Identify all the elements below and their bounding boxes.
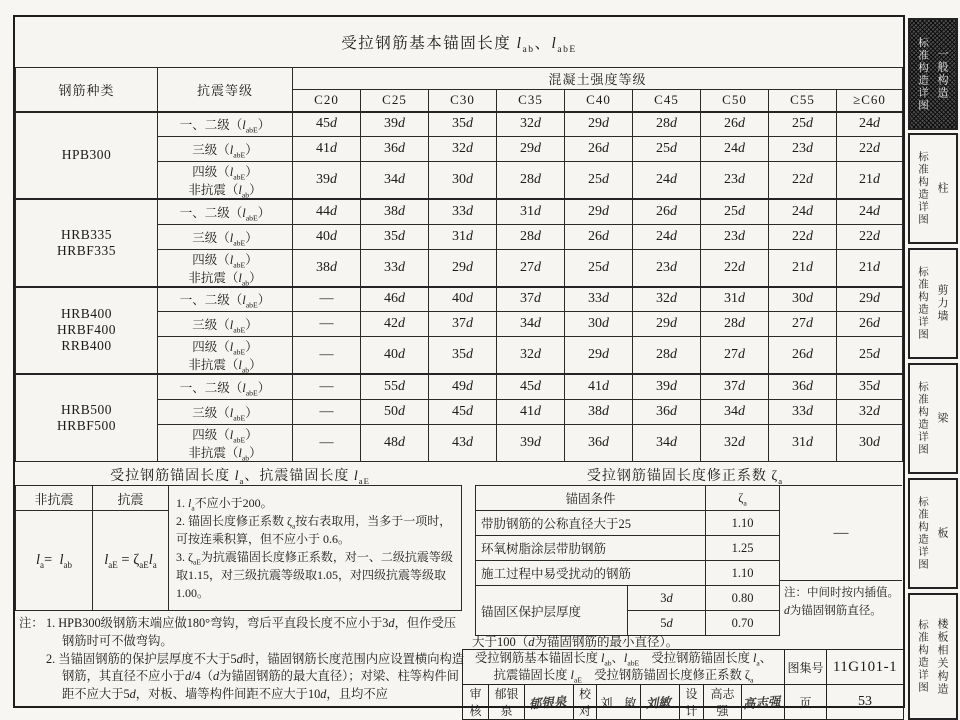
cover-5d-cell: 5d bbox=[628, 611, 706, 636]
anchorage-length-cell: — bbox=[293, 399, 361, 424]
correction-table bbox=[475, 485, 780, 636]
anchorage-note-3: 3. $\zeta_{aE}$为抗震锚固长度修正系数，对一、二级抗震等级取1.15，对三级抗震等级取1.05，对四级抗震等级取1.00。 bbox=[176, 550, 453, 600]
anchorage-length-cell: 36d bbox=[633, 399, 701, 424]
condition-header: 锚固条件 bbox=[476, 486, 706, 511]
anchorage-values-body bbox=[16, 112, 903, 462]
condition-cell: 带肋钢筋的公称直径大于25 bbox=[476, 511, 706, 536]
title-block bbox=[462, 649, 904, 720]
anchorage-length-cell: 33d bbox=[565, 287, 633, 312]
anchorage-length-cell: 29d bbox=[565, 337, 633, 375]
side-dash: — bbox=[833, 524, 849, 541]
anchorage-length-cell: 30d bbox=[837, 424, 903, 461]
anchorage-length-cell: 32d bbox=[497, 112, 565, 137]
sidebar-tab-label-category: 梁 bbox=[936, 412, 948, 425]
anchorage-length-cell: 23d bbox=[701, 162, 769, 200]
anchorage-length-cell: 41d bbox=[497, 399, 565, 424]
cover-thickness-label: 锚固区保护层厚度 bbox=[476, 586, 628, 636]
anchorage-length-cell: 23d bbox=[769, 137, 837, 162]
coeff-cell: 1.10 bbox=[706, 561, 780, 586]
anchorage-length-cell: 36d bbox=[361, 137, 429, 162]
anchorage-length-cell: 27d bbox=[769, 312, 837, 337]
anchorage-length-cell: 35d bbox=[429, 337, 497, 375]
title-block-title: 受拉钢筋基本锚固长度 $l_{ab}$、$l_{abE}$ 受拉钢筋锚固长度 $l_a$、 抗震锚固长度 $l_{aE}$ 受拉钢筋锚固长度修正系数 $\zeta_a$ bbox=[463, 650, 785, 685]
anchorage-length-cell: 55d bbox=[361, 374, 429, 399]
anchorage-length-cell: 30d bbox=[769, 287, 837, 312]
anchorage-length-cell: 30d bbox=[429, 162, 497, 200]
checker-signature: 刘敏 bbox=[641, 685, 680, 720]
correction-side-annotation bbox=[780, 485, 902, 629]
concrete-grade-cell: C50 bbox=[701, 90, 769, 112]
anchorage-notes-cell bbox=[169, 486, 462, 611]
page-frame bbox=[13, 15, 905, 719]
anchorage-length-cell: 37d bbox=[497, 287, 565, 312]
anchorage-length-cell: 33d bbox=[769, 399, 837, 424]
anchorage-length-cell: 37d bbox=[429, 312, 497, 337]
anchorage-length-cell: 28d bbox=[633, 112, 701, 137]
coeff-cell: 0.80 bbox=[706, 586, 780, 611]
anchorage-length-cell: 24d bbox=[769, 199, 837, 224]
nonseismic-header: 非抗震 bbox=[16, 486, 93, 511]
anchorage-length-cell: 43d bbox=[429, 424, 497, 461]
anchorage-length-cell: 38d bbox=[565, 399, 633, 424]
anchorage-length-cell: 26d bbox=[565, 224, 633, 249]
note-continuation: 大于100（d为锚固钢筋的最小直径）。 bbox=[472, 635, 679, 649]
sidebar-tab-shear-wall[interactable] bbox=[908, 248, 958, 359]
seismic-grade-cell: 四级$(l_{abE})$ 非抗震$(l_{ab})$ bbox=[158, 424, 293, 461]
correction-table-title: 受拉钢筋锚固长度修正系数 $\zeta_a$ bbox=[586, 469, 784, 486]
checker-name: 刘 敏 bbox=[597, 685, 641, 720]
basic-anchorage-table bbox=[15, 67, 903, 462]
anchorage-length-cell: 24d bbox=[837, 112, 903, 137]
anchorage-length-cell: 25d bbox=[565, 249, 633, 287]
anchorage-length-cell: 23d bbox=[701, 224, 769, 249]
anchorage-length-cell: 25d bbox=[769, 112, 837, 137]
anchorage-length-cell: 22d bbox=[769, 162, 837, 200]
anchorage-length-cell: 21d bbox=[769, 249, 837, 287]
anchorage-length-cell: 39d bbox=[633, 374, 701, 399]
anchorage-length-cell: — bbox=[293, 287, 361, 312]
anchorage-length-cell: 30d bbox=[565, 312, 633, 337]
anchorage-length-cell: 42d bbox=[361, 312, 429, 337]
sidebar-tab-label-detail: 标准构造详图 bbox=[917, 266, 929, 341]
anchorage-note-2: 2. 锚固长度修正系数 $\zeta_a$按右表取用，当多于一项时，可按连乘积算，但不应小于 0.6。 bbox=[176, 514, 452, 546]
sidebar-tab-general-details[interactable] bbox=[908, 18, 958, 130]
anchorage-length-cell: 46d bbox=[361, 287, 429, 312]
sidebar-tab-label-category: 板 bbox=[936, 527, 948, 540]
concrete-grade-cell: C55 bbox=[769, 90, 837, 112]
seismic-anchorage-title: 受拉钢筋锚固长度 $l_a$、抗震锚固长度 $l_{aE}$ bbox=[110, 469, 370, 486]
anchorage-length-cell: 28d bbox=[497, 162, 565, 200]
anchorage-length-cell: 22d bbox=[701, 249, 769, 287]
designer-name: 高志强 bbox=[704, 685, 742, 720]
anchorage-length-cell: 39d bbox=[293, 162, 361, 200]
seismic-grade-cell: 一、二级$(l_{abE})$ bbox=[158, 287, 293, 312]
anchorage-length-cell: — bbox=[293, 424, 361, 461]
seismic-grade-cell: 三级$(l_{abE})$ bbox=[158, 399, 293, 424]
seismic-grade-cell: 三级$(l_{abE})$ bbox=[158, 137, 293, 162]
anchorage-length-cell: 24d bbox=[837, 199, 903, 224]
anchorage-length-cell: 40d bbox=[293, 224, 361, 249]
anchorage-length-cell: 26d bbox=[769, 337, 837, 375]
coeff-cell: 1.10 bbox=[706, 511, 780, 536]
anchorage-note-1: 1. $l_a$不应小于200。 bbox=[176, 496, 273, 513]
sidebar-tab-label-detail: 标准构造详图 bbox=[917, 619, 929, 694]
anchorage-length-cell: 45d bbox=[293, 112, 361, 137]
anchorage-length-cell: 23d bbox=[633, 249, 701, 287]
sidebar-tab-column[interactable] bbox=[908, 133, 958, 244]
concrete-grade-cell: C25 bbox=[361, 90, 429, 112]
anchorage-length-cell: 34d bbox=[361, 162, 429, 200]
anchorage-length-cell: 22d bbox=[837, 224, 903, 249]
sidebar-tab-label-detail: 标准构造详图 bbox=[917, 151, 929, 226]
rebar-type-cell: HRB400 HRBF400 RRB400 bbox=[16, 287, 158, 375]
anchorage-length-cell: 26d bbox=[837, 312, 903, 337]
anchorage-length-cell: 24d bbox=[633, 162, 701, 200]
page-number: 53 bbox=[827, 685, 904, 720]
seismic-header: 抗震 bbox=[93, 486, 169, 511]
seismic-grade-cell: 四级$(l_{abE})$ 非抗震$(l_{ab})$ bbox=[158, 337, 293, 375]
anchorage-length-cell: 45d bbox=[429, 399, 497, 424]
anchorage-length-cell: 31d bbox=[701, 287, 769, 312]
rebar-type-header: 钢筋种类 bbox=[16, 68, 158, 112]
anchorage-length-cell: 31d bbox=[497, 199, 565, 224]
anchorage-length-cell: 32d bbox=[429, 137, 497, 162]
anchorage-length-cell: 39d bbox=[497, 424, 565, 461]
anchorage-length-cell: 49d bbox=[429, 374, 497, 399]
footnote-2: 2. 当锚固钢筋的保护层厚度不大于5d时，锚固钢筋长度范围内应设置横向构造钢筋，其直径不应小于d/4（d为锚固钢筋的最大直径）；对梁、柱等构件间距不应大于5d，对板、墙等构件间距不应大于10d，且均不应 bbox=[46, 651, 465, 702]
anchorage-length-cell: — bbox=[293, 374, 361, 399]
footnote-1: 1. HPB300级钢筋末端应做180°弯钩，弯后平直段长度不应小于3d，但作受压钢筋时可不做弯钩。 bbox=[46, 616, 457, 648]
anchorage-length-cell: 37d bbox=[701, 374, 769, 399]
anchorage-length-cell: 25d bbox=[565, 162, 633, 200]
seismic-grade-cell: 三级$(l_{abE})$ bbox=[158, 312, 293, 337]
anchorage-length-cell: — bbox=[293, 312, 361, 337]
concrete-grade-cell: C20 bbox=[293, 90, 361, 112]
anchorage-length-cell: 40d bbox=[429, 287, 497, 312]
designer-signature: 高志强 bbox=[742, 685, 785, 720]
footnotes bbox=[19, 615, 465, 704]
concrete-grade-cell: C40 bbox=[565, 90, 633, 112]
anchorage-length-cell: 38d bbox=[361, 199, 429, 224]
anchorage-length-cell: 28d bbox=[497, 224, 565, 249]
review-label: 审核 bbox=[463, 685, 489, 720]
sidebar-tab-beam[interactable] bbox=[908, 363, 958, 474]
coeff-cell: 1.25 bbox=[706, 536, 780, 561]
anchorage-length-cell: 25d bbox=[633, 137, 701, 162]
anchorage-length-cell: 32d bbox=[633, 287, 701, 312]
anchorage-length-cell: 27d bbox=[701, 337, 769, 375]
anchorage-length-cell: 22d bbox=[769, 224, 837, 249]
anchorage-length-cell: 32d bbox=[701, 424, 769, 461]
anchorage-length-cell: 35d bbox=[429, 112, 497, 137]
check-label: 校对 bbox=[574, 685, 597, 720]
rebar-type-cell: HPB300 bbox=[16, 112, 158, 200]
anchorage-length-cell: 29d bbox=[565, 199, 633, 224]
seismic-grade-cell: 一、二级$(l_{abE})$ bbox=[158, 374, 293, 399]
anchorage-length-cell: 28d bbox=[701, 312, 769, 337]
anchorage-length-cell: 22d bbox=[837, 137, 903, 162]
anchorage-length-cell: 34d bbox=[701, 399, 769, 424]
anchorage-length-cell: 33d bbox=[361, 249, 429, 287]
concrete-grade-cell: ≥C60 bbox=[837, 90, 903, 112]
anchorage-length-cell: 32d bbox=[497, 337, 565, 375]
anchorage-length-cell: 25d bbox=[701, 199, 769, 224]
reviewer-signature: 郁银泉 bbox=[525, 685, 574, 720]
reviewer-name: 郁银泉 bbox=[489, 685, 525, 720]
interpolation-note: 注：中间时按内插值。 d为锚固钢筋直径。 bbox=[780, 580, 902, 621]
concrete-grade-header: 混凝土强度等级 bbox=[293, 68, 903, 90]
seismic-formula: $l_{aE} = \zeta_{aE}l_a$ bbox=[93, 511, 169, 611]
cover-3d-cell: 3d bbox=[628, 586, 706, 611]
anchorage-length-cell: 33d bbox=[429, 199, 497, 224]
atlas-no-value: 11G101-1 bbox=[827, 650, 904, 685]
sidebar-tab-label-detail: 标准构造详图 bbox=[917, 496, 929, 571]
anchorage-length-cell: 32d bbox=[837, 399, 903, 424]
anchorage-length-cell: 26d bbox=[633, 199, 701, 224]
anchorage-length-cell: 29d bbox=[633, 312, 701, 337]
anchorage-length-cell: 26d bbox=[565, 137, 633, 162]
main-table-title: 受拉钢筋基本锚固长度 $l_{ab}$、$l_{abE}$ bbox=[341, 35, 577, 56]
coeff-cell: 0.70 bbox=[706, 611, 780, 636]
sidebar-tab-label-detail: 标准构造详图 bbox=[917, 381, 929, 456]
anchorage-length-cell: 27d bbox=[497, 249, 565, 287]
anchorage-length-cell: 24d bbox=[701, 137, 769, 162]
sidebar-tab-label-category: 楼板相关构造 bbox=[936, 617, 948, 696]
sidebar-tab-label-category: 剪力墙 bbox=[936, 284, 948, 323]
sidebar-tab-slab-related[interactable] bbox=[908, 593, 958, 720]
anchorage-length-cell: 29d bbox=[429, 249, 497, 287]
anchorage-length-cell: 36d bbox=[565, 424, 633, 461]
design-label: 设计 bbox=[680, 685, 704, 720]
anchorage-length-cell: 40d bbox=[361, 337, 429, 375]
anchorage-length-cell: 35d bbox=[837, 374, 903, 399]
anchorage-length-cell: 44d bbox=[293, 199, 361, 224]
coeff-header: $\zeta_a$ bbox=[706, 486, 780, 511]
anchorage-length-cell: 31d bbox=[769, 424, 837, 461]
anchorage-length-cell: 41d bbox=[565, 374, 633, 399]
anchorage-length-cell: — bbox=[293, 337, 361, 375]
anchorage-length-cell: 21d bbox=[837, 249, 903, 287]
anchorage-length-cell: 34d bbox=[633, 424, 701, 461]
anchorage-length-cell: 38d bbox=[293, 249, 361, 287]
anchorage-length-cell: 25d bbox=[837, 337, 903, 375]
seismic-grade-cell: 一、二级$(l_{abE})$ bbox=[158, 112, 293, 137]
concrete-grade-cell: C35 bbox=[497, 90, 565, 112]
seismic-grade-header: 抗震等级 bbox=[158, 68, 293, 112]
anchorage-length-cell: 34d bbox=[497, 312, 565, 337]
sidebar-tab-label-category: 一般构造 bbox=[936, 48, 948, 100]
anchorage-length-cell: 29d bbox=[565, 112, 633, 137]
anchorage-length-cell: 21d bbox=[837, 162, 903, 200]
page-label: 页 bbox=[785, 685, 827, 720]
anchorage-length-cell: 48d bbox=[361, 424, 429, 461]
anchorage-length-cell: 29d bbox=[497, 137, 565, 162]
anchorage-length-cell: 36d bbox=[769, 374, 837, 399]
anchorage-length-cell: 50d bbox=[361, 399, 429, 424]
rebar-type-cell: HRB500 HRBF500 bbox=[16, 374, 158, 461]
anchorage-length-cell: 26d bbox=[701, 112, 769, 137]
nonseismic-formula: $l_a= l_{ab}$ bbox=[16, 511, 93, 611]
concrete-grade-cell: C45 bbox=[633, 90, 701, 112]
condition-cell: 施工过程中易受扰动的钢筋 bbox=[476, 561, 706, 586]
anchorage-length-cell: 35d bbox=[361, 224, 429, 249]
atlas-no-label: 图集号 bbox=[785, 650, 827, 685]
seismic-grade-cell: 三级$(l_{abE})$ bbox=[158, 224, 293, 249]
anchorage-length-cell: 45d bbox=[497, 374, 565, 399]
rebar-type-cell: HRB335 HRBF335 bbox=[16, 199, 158, 287]
condition-cell: 环氧树脂涂层带肋钢筋 bbox=[476, 536, 706, 561]
seismic-grade-cell: 四级$(l_{abE})$ 非抗震$(l_{ab})$ bbox=[158, 162, 293, 200]
sidebar-tab-slab[interactable] bbox=[908, 478, 958, 589]
concrete-grade-cell: C30 bbox=[429, 90, 497, 112]
anchorage-length-cell: 31d bbox=[429, 224, 497, 249]
anchorage-length-cell: 39d bbox=[361, 112, 429, 137]
anchorage-length-cell: 28d bbox=[633, 337, 701, 375]
sidebar-tab-label-detail: 标准构造详图 bbox=[917, 36, 929, 112]
seismic-grade-cell: 一、二级$(l_{abE})$ bbox=[158, 199, 293, 224]
anchorage-length-cell: 24d bbox=[633, 224, 701, 249]
footnotes-label: 注： bbox=[19, 616, 44, 630]
seismic-grade-cell: 四级$(l_{abE})$ 非抗震$(l_{ab})$ bbox=[158, 249, 293, 287]
anchorage-length-cell: 29d bbox=[837, 287, 903, 312]
anchorage-length-cell: 41d bbox=[293, 137, 361, 162]
sidebar-tab-label-category: 柱 bbox=[936, 182, 948, 195]
seismic-anchorage-table bbox=[15, 485, 462, 611]
